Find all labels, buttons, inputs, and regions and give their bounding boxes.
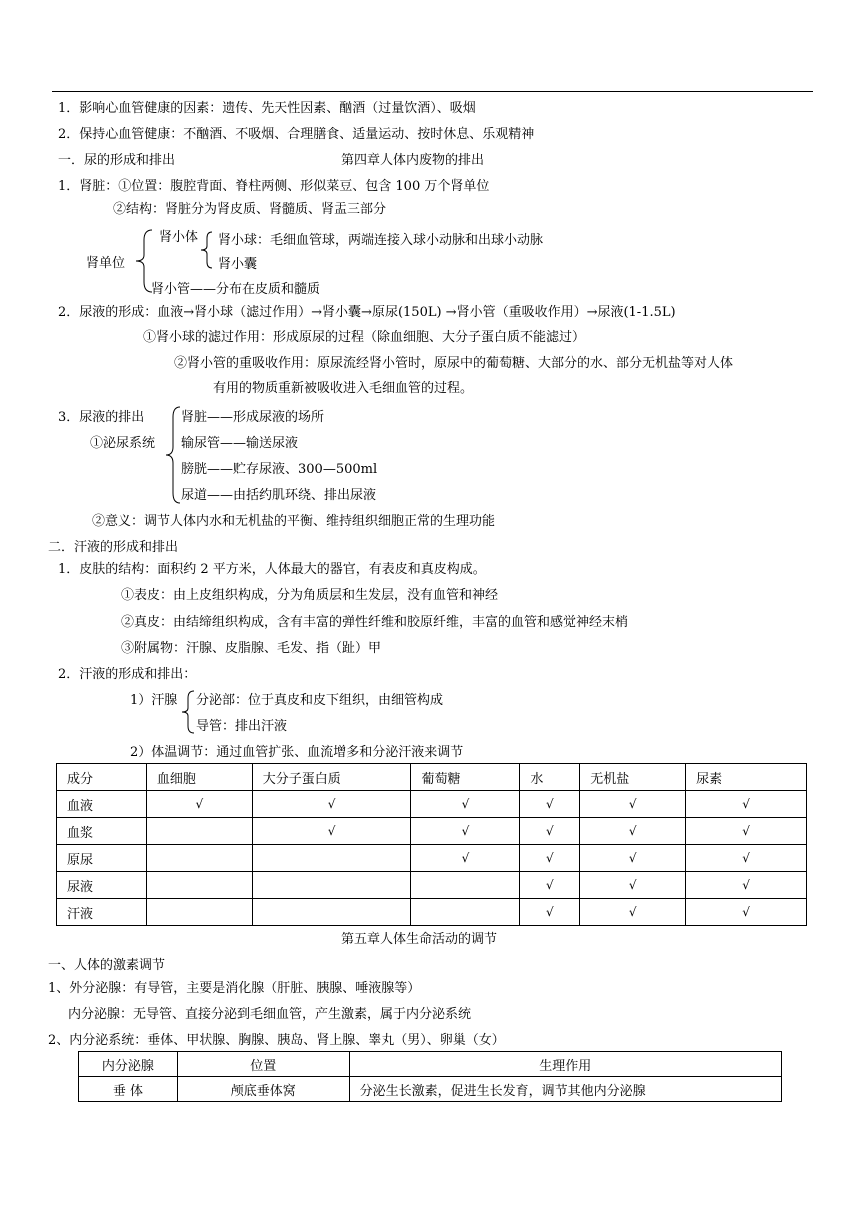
section-hormone: 一、人体的激素调节: [48, 958, 166, 973]
check-cell: √: [686, 791, 807, 818]
line-heart-health: 2．保持心血管健康：不酗酒、不吸烟、合理膳食、适量运动、按时休息、乐观精神: [58, 127, 535, 142]
empty-cell: [411, 872, 520, 899]
check-cell: √: [411, 791, 520, 818]
nephron-label: 肾单位: [86, 256, 126, 271]
secretory-part: 分泌部：位于真皮和皮下组织，由细管构成: [196, 693, 444, 708]
check-cell: √: [146, 791, 252, 818]
empty-cell: [252, 845, 411, 872]
endocrine-gland: 垂 体: [79, 1077, 178, 1102]
bladder-item: 膀胱——贮存尿液、300—500ml: [181, 462, 378, 477]
check-cell: √: [520, 791, 580, 818]
check-cell: √: [580, 791, 686, 818]
endocrine-table: [78, 1051, 782, 1102]
empty-cell: [252, 872, 411, 899]
line-thermoregulation: 2）体温调节：通过血管扩张、血流增多和分泌汗液来调节: [130, 745, 464, 760]
corpuscle-brace: [198, 228, 214, 272]
empty-cell: [146, 872, 252, 899]
capsule-text: 肾小囊: [218, 257, 258, 272]
line-significance: ②意义：调节人体内水和无机盐的平衡、维持组织细胞正常的生理功能: [92, 514, 496, 529]
endocrine-header-row: [79, 1052, 782, 1077]
check-cell: √: [520, 818, 580, 845]
tubule-text: 肾小管——分布在皮质和髓质: [151, 282, 321, 297]
section-urine: 一．尿的形成和排出: [58, 153, 176, 168]
line-urine-formation: 2．尿液的形成：血液→肾小球（滤过作用）→肾小囊→原尿(150L) →肾小管（重吸收作用）→尿液(1-1.5L): [58, 305, 676, 320]
chapter-5-title: 第五章人体生命活动的调节: [341, 932, 498, 947]
empty-cell: [146, 899, 252, 926]
line-appendages: ③附属物：汗腺、皮脂腺、毛发、指（趾）甲: [121, 641, 382, 656]
nephron-brace: [132, 228, 154, 294]
check-cell: √: [580, 899, 686, 926]
urinary-system-label: ①泌尿系统: [90, 436, 156, 451]
line-urine-excretion: 3．尿液的排出: [58, 410, 145, 425]
table-row: [57, 872, 807, 899]
kidney-item: 肾脏——形成尿液的场所: [181, 410, 325, 425]
line-skin-structure: 1．皮肤的结构：面积约 2 平方米，人体最大的器官，有表皮和真皮构成。: [58, 562, 486, 577]
check-cell: √: [686, 872, 807, 899]
check-cell: √: [411, 845, 520, 872]
check-cell: √: [252, 791, 411, 818]
table-header-cell: 水: [520, 764, 580, 791]
table-row: [57, 845, 807, 872]
check-cell: √: [686, 818, 807, 845]
line-reabsorption-cont: 有用的物质重新被吸收进入毛细血管的过程。: [213, 381, 474, 396]
ureter-item: 输尿管——输送尿液: [181, 436, 299, 451]
line-filtration: ①肾小球的滤过作用：形成原尿的过程（除血细胞、大分子蛋白质不能滤过）: [143, 330, 586, 345]
urinary-brace: [164, 405, 182, 505]
endocrine-row: [79, 1077, 782, 1102]
endocrine-function: 分泌生长激素，促进生长发育，调节其他内分泌腺: [349, 1077, 781, 1102]
empty-cell: [252, 899, 411, 926]
check-cell: √: [520, 872, 580, 899]
chapter-4-title: 第四章人体内废物的排出: [341, 153, 485, 168]
duct-part: 导管：排出汗液: [196, 719, 288, 734]
line-exocrine: 1、外分泌腺：有导管，主要是消化腺（肝脏、胰腺、唾液腺等）: [48, 981, 421, 996]
table-header-cell: 成分: [57, 764, 147, 791]
table-row: [57, 899, 807, 926]
check-cell: √: [520, 845, 580, 872]
line-epidermis: ①表皮：由上皮组织构成，分为角质层和生发层，没有血管和神经: [121, 588, 499, 603]
line-kidney-structure: ②结构：肾脏分为肾皮质、肾髓质、肾盂三部分: [113, 202, 387, 217]
check-cell: √: [411, 818, 520, 845]
top-rule: [52, 91, 813, 92]
check-cell: √: [686, 845, 807, 872]
row-label: 原尿: [57, 845, 147, 872]
line-reabsorption: ②肾小管的重吸收作用：原尿流经肾小管时，原尿中的葡萄糖、大部分的水、部分无机盐等对人体: [174, 356, 734, 371]
check-cell: √: [252, 818, 411, 845]
endocrine-header-cell: 生理作用: [349, 1052, 781, 1077]
corpuscle-label: 肾小体: [159, 230, 199, 245]
endocrine-header-cell: 内分泌腺: [79, 1052, 178, 1077]
table-header-cell: 血细胞: [146, 764, 252, 791]
endocrine-location: 颅底垂体窝: [177, 1077, 349, 1102]
line-kidney-position: 1．肾脏：①位置：腹腔背面、脊柱两侧、形似菜豆、包含 100 万个肾单位: [58, 179, 490, 194]
line-endocrine-system: 2、内分泌系统：垂体、甲状腺、胸腺、胰岛、肾上腺、睾丸（男）、卵巢（女）: [48, 1033, 505, 1048]
row-label: 尿液: [57, 872, 147, 899]
urethra-item: 尿道——由括约肌环绕、排出尿液: [181, 488, 377, 503]
sweat-gland-brace: [180, 688, 196, 736]
table-header-cell: 葡萄糖: [411, 764, 520, 791]
check-cell: √: [580, 845, 686, 872]
check-cell: √: [686, 899, 807, 926]
line-endocrine: 内分泌腺：无导管、直接分泌到毛细血管，产生激素，属于内分泌系统: [68, 1007, 472, 1022]
table-header-row: [57, 764, 807, 791]
line-heart-factors: 1．影响心血管健康的因素：遗传、先天性因素、酗酒（过量饮酒）、吸烟: [58, 101, 476, 116]
empty-cell: [146, 818, 252, 845]
endocrine-header-cell: 位置: [177, 1052, 349, 1077]
table-header-cell: 无机盐: [580, 764, 686, 791]
line-sweat-formation: 2．汗液的形成和排出：: [58, 667, 197, 682]
table-header-cell: 尿素: [686, 764, 807, 791]
empty-cell: [146, 845, 252, 872]
table-row: [57, 791, 807, 818]
row-label: 血液: [57, 791, 147, 818]
check-cell: √: [580, 872, 686, 899]
table-header-cell: 大分子蛋白质: [252, 764, 411, 791]
sweat-gland-label: 1）汗腺: [130, 693, 178, 708]
row-label: 血浆: [57, 818, 147, 845]
row-label: 汗液: [57, 899, 147, 926]
glomerulus-text: 肾小球：毛细血管球，两端连接入球小动脉和出球小动脉: [218, 233, 544, 248]
check-cell: √: [580, 818, 686, 845]
empty-cell: [411, 899, 520, 926]
table-row: [57, 818, 807, 845]
section-sweat: 二．汗液的形成和排出: [48, 540, 179, 555]
line-dermis: ②真皮：由结缔组织构成，含有丰富的弹性纤维和胶原纤维，丰富的血管和感觉神经末梢: [121, 615, 629, 630]
fluid-comparison-table: [56, 763, 807, 926]
check-cell: √: [520, 899, 580, 926]
